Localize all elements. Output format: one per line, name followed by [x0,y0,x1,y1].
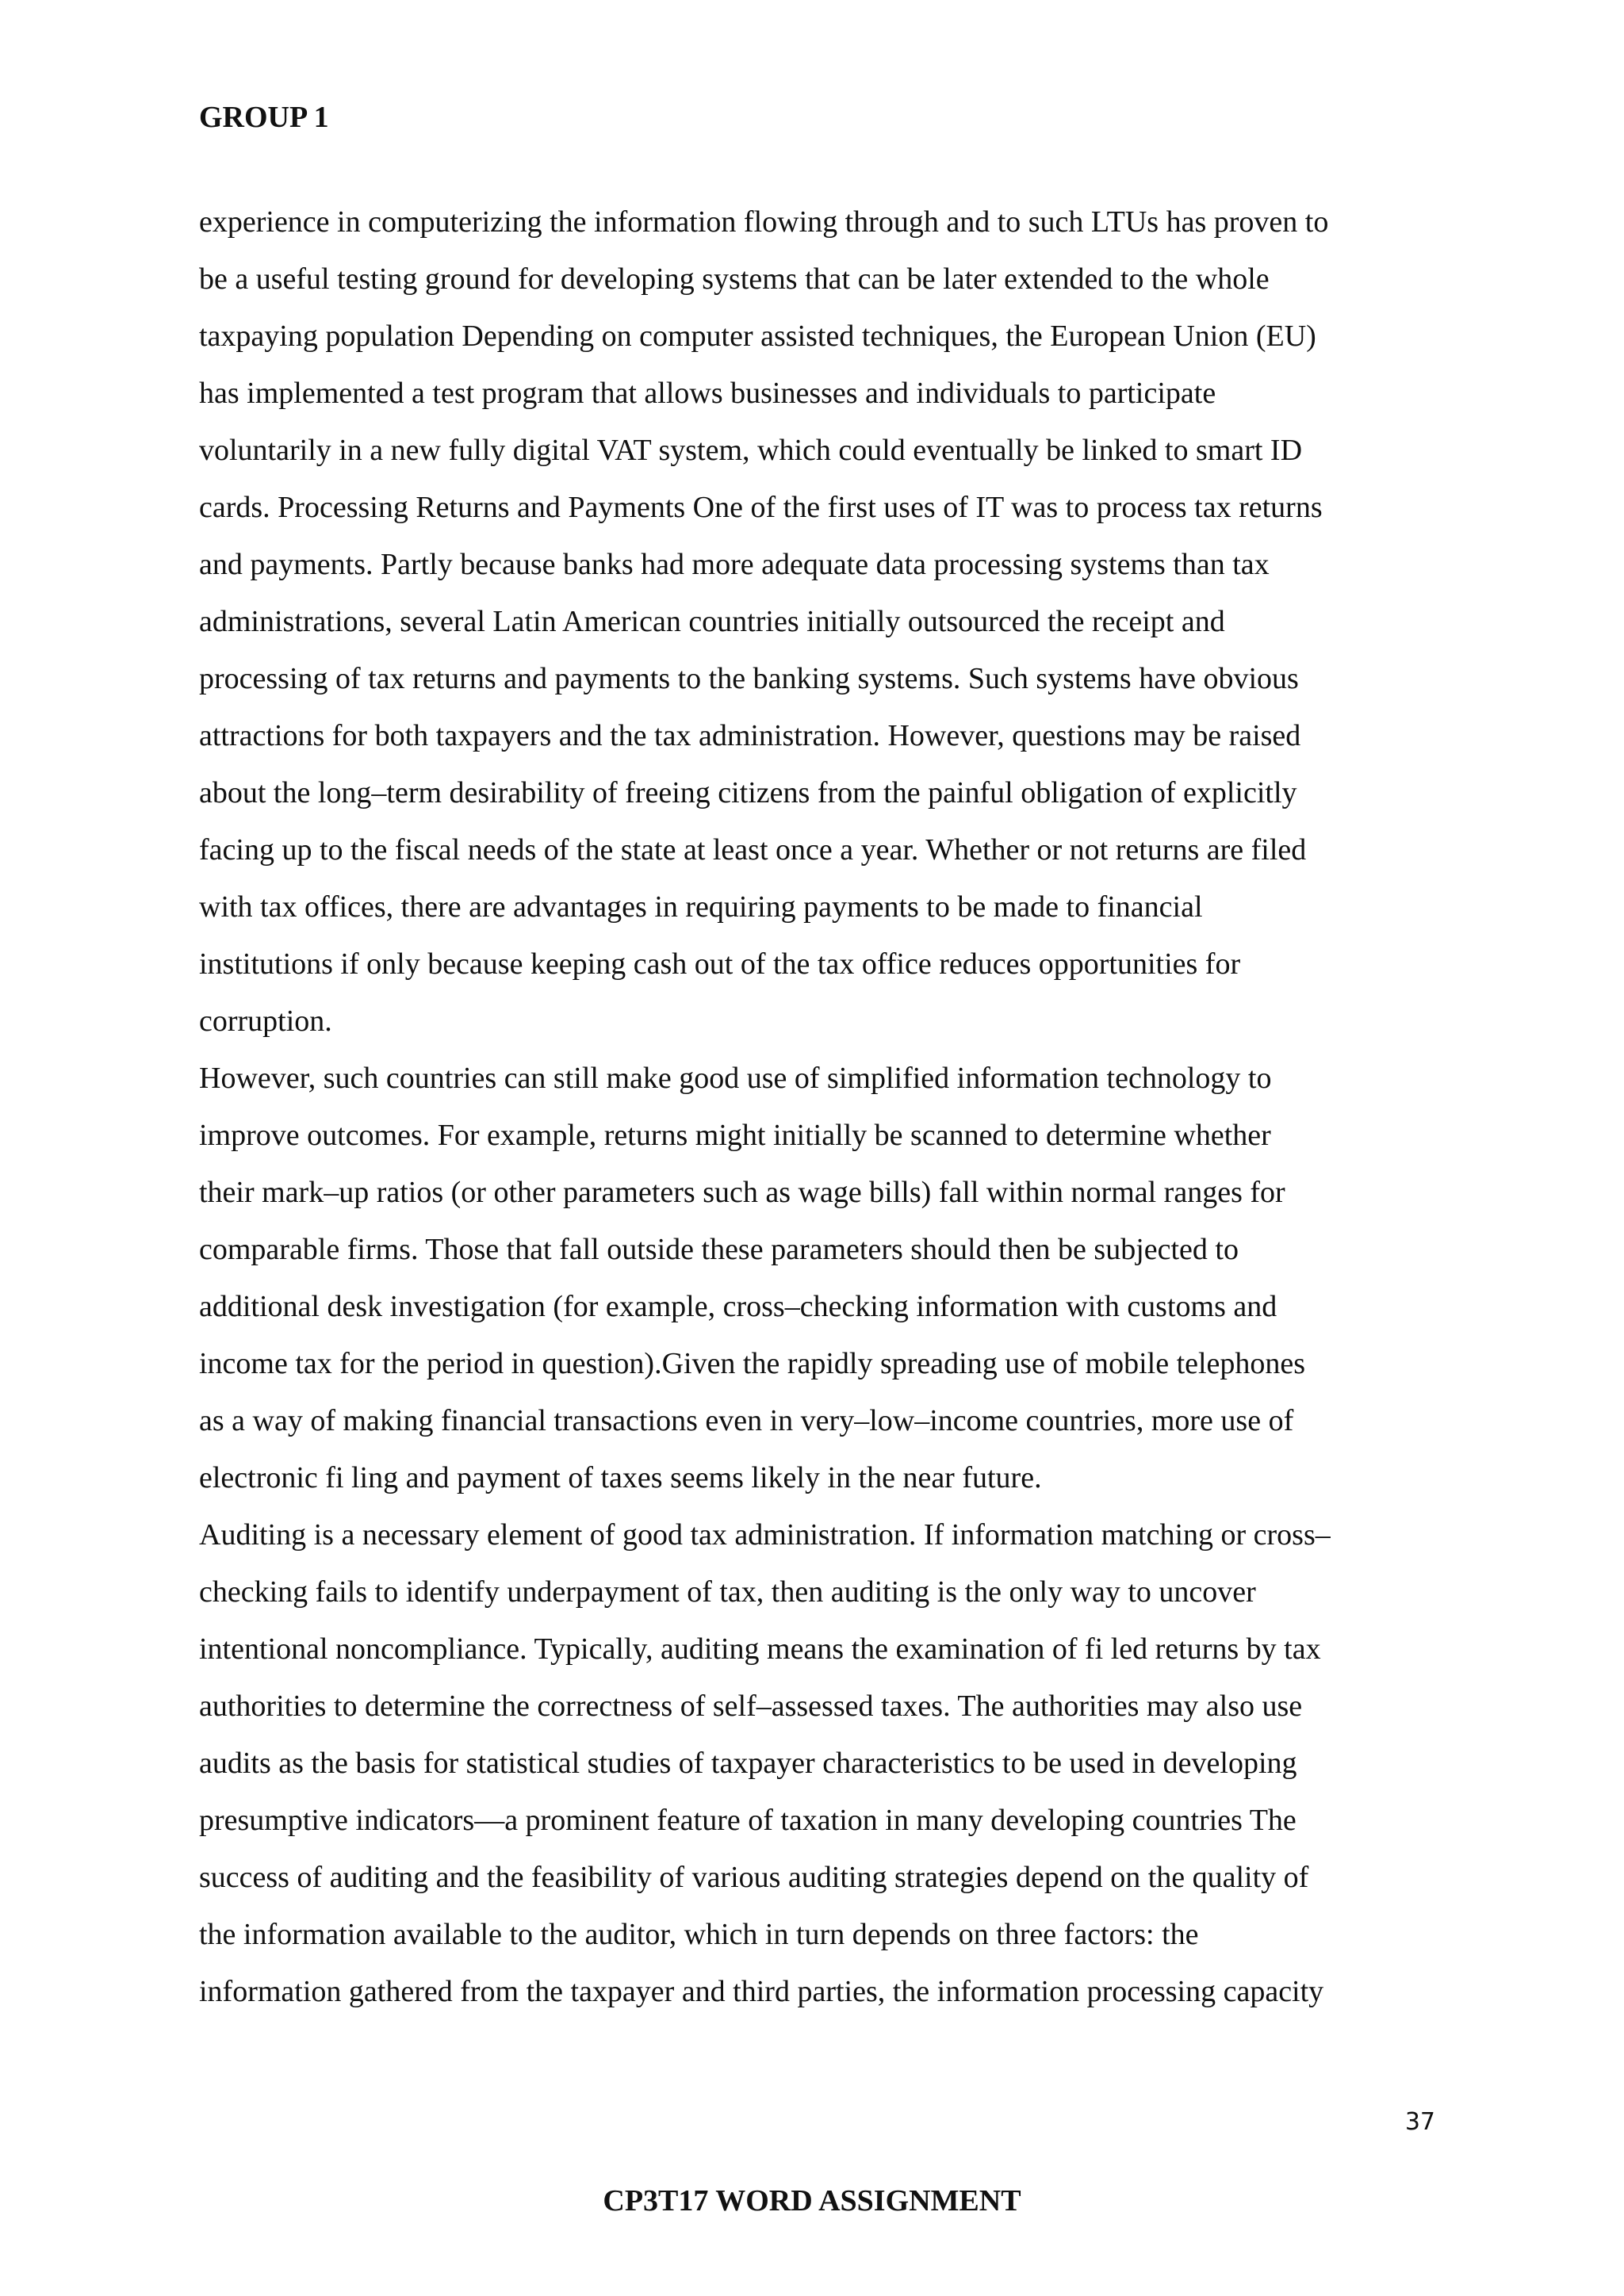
text-line: voluntarily in a new fully digital VAT system, which could eventually be linked to smart ID [199,434,1303,467]
text-line: about the long–term desirability of freeing citizens from the painful obligation of explicitly [199,776,1297,809]
text-line: cards. Processing Returns and Payments One of the first uses of IT was to process tax returns [199,491,1323,524]
text-line: taxpaying population Depending on computer assisted techniques, the European Union (EU) [199,320,1316,353]
text-line: experience in computerizing the information flowing through and to such LTUs has proven to [199,205,1329,239]
text-line: Auditing is a necessary element of good tax administration. If information matching or cross– [199,1518,1331,1552]
text-line: intentional noncompliance. Typically, auditing means the examination of fi led returns by tax [199,1632,1321,1666]
body-text [199,193,1452,2020]
text-line: facing up to the fiscal needs of the state at least once a year. Whether or not returns are filed [199,833,1307,867]
text-line: institutions if only because keeping cash out of the tax office reduces opportunities for [199,947,1241,981]
text-line: income tax for the period in question).Given the rapidly spreading use of mobile telephones [199,1347,1306,1380]
text-line: improve outcomes. For example, returns might initially be scanned to determine whether [199,1119,1271,1152]
text-line: checking fails to identify underpayment of tax, then auditing is the only way to uncover [199,1575,1256,1609]
text-line: presumptive indicators—a prominent feature of taxation in many developing countries The [199,1804,1297,1837]
text-line: electronic fi ling and payment of taxes seems likely in the near future. [199,1461,1042,1494]
text-line: comparable firms. Those that fall outside these parameters should then be subjected to [199,1233,1239,1266]
text-line: the information available to the auditor, which in turn depends on three factors: the [199,1918,1199,1951]
text-line: processing of tax returns and payments to the banking systems. Such systems have obvious [199,662,1299,695]
text-line: attractions for both taxpayers and the tax administration. However, questions may be raised [199,719,1301,752]
text-line: with tax offices, there are advantages in requiring payments to be made to financial [199,890,1203,924]
text-line: their mark–up ratios (or other parameters such as wage bills) fall within normal ranges for [199,1176,1285,1209]
text-line: corruption. [199,1004,332,1038]
text-line: additional desk investigation (for example, cross–checking information with customs and [199,1290,1277,1323]
text-line: authorities to determine the correctness of self–assessed taxes. The authorities may also use [199,1689,1303,1723]
text-line: audits as the basis for statistical studies of taxpayer characteristics to be used in developing [199,1747,1297,1780]
text-line: has implemented a test program that allows businesses and individuals to participate [199,377,1216,410]
text-line: and payments. Partly because banks had more adequate data processing systems than tax [199,548,1270,581]
text-line: as a way of making financial transactions even in very–low–income countries, more use of [199,1404,1294,1437]
text-line: be a useful testing ground for developing systems that can be later extended to the whole [199,262,1270,296]
text-line: administrations, several Latin American countries initially outsourced the receipt and [199,605,1225,638]
text-line: success of auditing and the feasibility of various auditing strategies depend on the quality of [199,1861,1309,1894]
page-header: GROUP 1 [199,101,329,134]
page-footer: CP3T17 WORD ASSIGNMENT [603,2184,1021,2218]
page-number: 37 [1404,2108,1435,2136]
text-line: information gathered from the taxpayer and third parties, the information processing capacity [199,1975,1324,2008]
text-line: However, such countries can still make good use of simplified information technology to [199,1062,1272,1095]
